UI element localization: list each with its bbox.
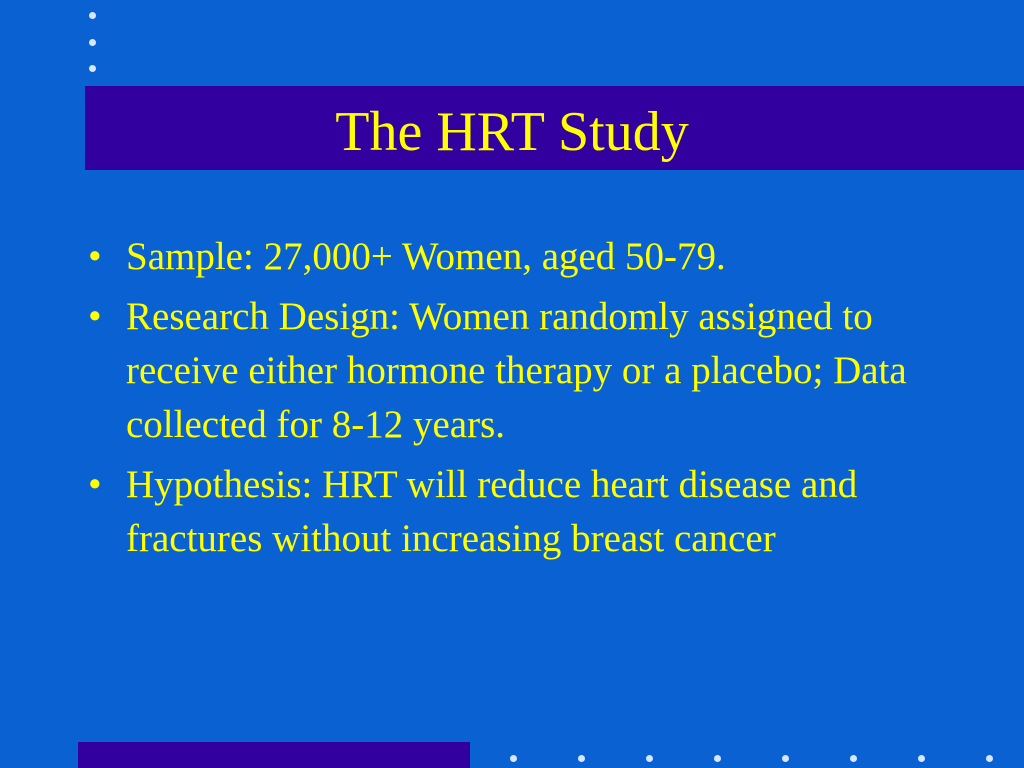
footer-bar xyxy=(78,742,470,768)
bullet-item xyxy=(86,230,966,284)
decorative-dot xyxy=(646,755,653,762)
bullet-glyph: • xyxy=(88,235,102,278)
bullet-item xyxy=(86,290,966,452)
decorative-dot xyxy=(89,39,96,46)
slide-title: The HRT Study xyxy=(335,101,689,163)
bullet-text: Research Design: Women randomly assigned to receive either hormone therapy or a placebo; Data collected for 8-12 years. xyxy=(126,295,907,446)
bullet-glyph: • xyxy=(88,463,102,506)
decorative-dot xyxy=(510,755,517,762)
bullet-item xyxy=(86,458,966,566)
decorative-dot xyxy=(986,755,993,762)
decorative-dot xyxy=(782,755,789,762)
bullet-text: Sample: 27,000+ Women, aged 50-79. xyxy=(126,235,726,278)
decorative-dots-bottom xyxy=(510,755,1010,763)
decorative-dot xyxy=(89,65,96,72)
decorative-dots-left xyxy=(89,12,97,76)
bullet-glyph: • xyxy=(88,295,102,338)
decorative-dot xyxy=(89,12,96,19)
bullet-text: Hypothesis: HRT will reduce heart disease and fractures without increasing breast cancer xyxy=(126,463,858,560)
decorative-dot xyxy=(918,755,925,762)
decorative-dot xyxy=(578,755,585,762)
decorative-dot xyxy=(714,755,721,762)
bullet-list xyxy=(86,230,966,572)
decorative-dot xyxy=(850,755,857,762)
